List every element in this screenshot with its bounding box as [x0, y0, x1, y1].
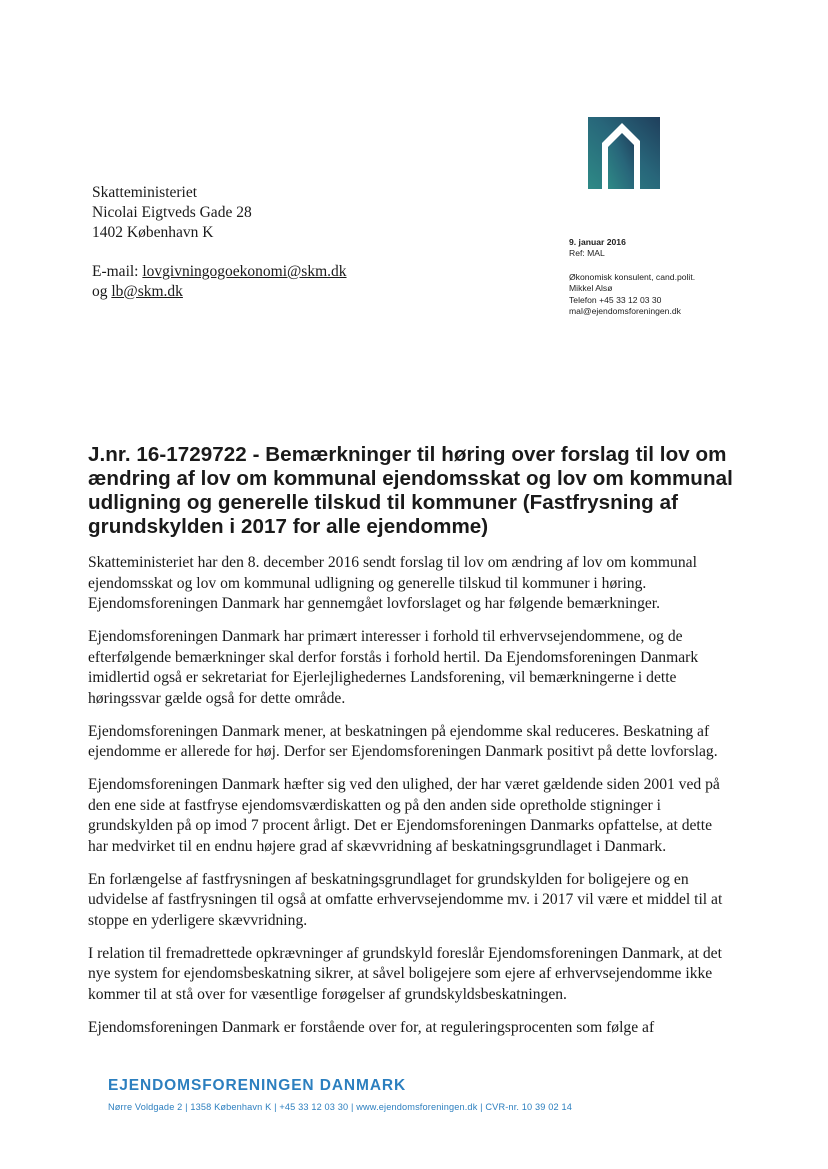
body-paragraph: Skatteministeriet har den 8. december 2016 sendt forslag til lov om ændring af lov om kommunal ejendomsskat og lov om kommunal udligning og generelle tilskud til kommuner i høring. Ejendomsforeningen Danmark har gennemgået lovforslaget og har følgende bemærkninger. — [88, 554, 697, 612]
email-label: E-mail: — [92, 263, 143, 280]
footer-address: Nørre Voldgade 2 | 1358 København K | +45 33 12 03 30 | www.ejendomsforeningen.dk | CVR-nr. 10 39 02 14 — [108, 1102, 572, 1112]
sender-phone: Telefon +45 33 12 03 30 — [569, 294, 662, 305]
body-paragraph: En forlængelse af fastfrysningen af beskatningsgrundlaget for grundskylden for boligejere og en udvidelse af fastfrysningen til også at omfatte erhvervsejendomme mv. i 2017 vil være et middel til at stoppe en yderligere skævvridning. — [88, 870, 723, 929]
email-link-primary[interactable]: lovgivningogoekonomi@skm.dk — [142, 263, 347, 280]
recipient-address — [92, 183, 252, 243]
recipient-email-block — [92, 262, 347, 302]
email-join: og — [92, 283, 112, 300]
sender-title: Økonomisk konsulent, cand.polit. — [569, 271, 696, 282]
body-paragraph: Ejendomsforeningen Danmark mener, at beskatningen på ejendomme skal reduceres. Beskatning af ejendomme er allerede for høj. Derfor ser Ejendomsforeningen Danmark positivt på dette lovforslag. — [88, 722, 718, 760]
sender-email: mal@ejendomsforeningen.dk — [569, 306, 681, 317]
email-link-secondary[interactable]: lb@skm.dk — [111, 283, 183, 300]
body-paragraph: Ejendomsforeningen Danmark har primært interesser i forhold til erhvervsejendommene, og de efterfølgende bemærkninger skal derfor forstås i forhold hertil. Da Ejendomsforeningen Danmark imidlertid også er sekretariat for Ejerlejlighedernes Landsforening, vil bemærkningerne i dette høringssvar gælde også for dette område. — [88, 628, 699, 707]
letter-date: 9. januar 2016 — [569, 237, 626, 247]
recipient-city: 1402 København K — [92, 224, 214, 241]
recipient-name: Skatteministeriet — [92, 184, 198, 201]
letter-ref: Ref: MAL — [569, 248, 605, 259]
footer-org-name: EJENDOMSFORENINGEN DANMARK — [108, 1077, 407, 1094]
sender-name: Mikkel Alsø — [569, 283, 613, 294]
letter-meta — [569, 237, 769, 317]
letter-heading: J.nr. 16-1729722 - Bemærkninger til høring over forslag til lov om ændring af lov om kommunal ejendomsskat og lov om kommunal udligning og generelle tilskud til kommuner (Fastfrysning af grundskylden i 2017 for alle ejendomme) — [88, 443, 733, 538]
recipient-street: Nicolai Eigtveds Gade 28 — [92, 204, 252, 221]
letter-body — [88, 553, 728, 1051]
body-paragraph: I relation til fremadrettede opkrævninger af grundskyld foreslår Ejendomsforeningen Danmark, at det nye system for ejendomsbeskatning sikrer, at såvel boligejere som ejere af erhvervsejendomme ikke kommer til at stå over for væsentlige forøgelser af grundskyldsbeskatningen. — [88, 944, 722, 1003]
body-paragraph: Ejendomsforeningen Danmark hæfter sig ved den ulighed, der har været gældende siden 2001 ved på den ene side at fastfryse ejendomsværdiskatten og på den anden side opretholde stigninger i grundskylden på op imod 7 procent årligt. Det er Ejendomsforeningen Danmarks opfattelse, at dette har medvirket til en endnu højere grad af skævvridning af beskatningsgrundlaget i Danmark. — [88, 776, 720, 855]
house-logo-icon — [588, 117, 660, 189]
body-paragraph: Ejendomsforeningen Danmark er forstående over for, at reguleringsprocenten som følge af — [88, 1018, 655, 1036]
